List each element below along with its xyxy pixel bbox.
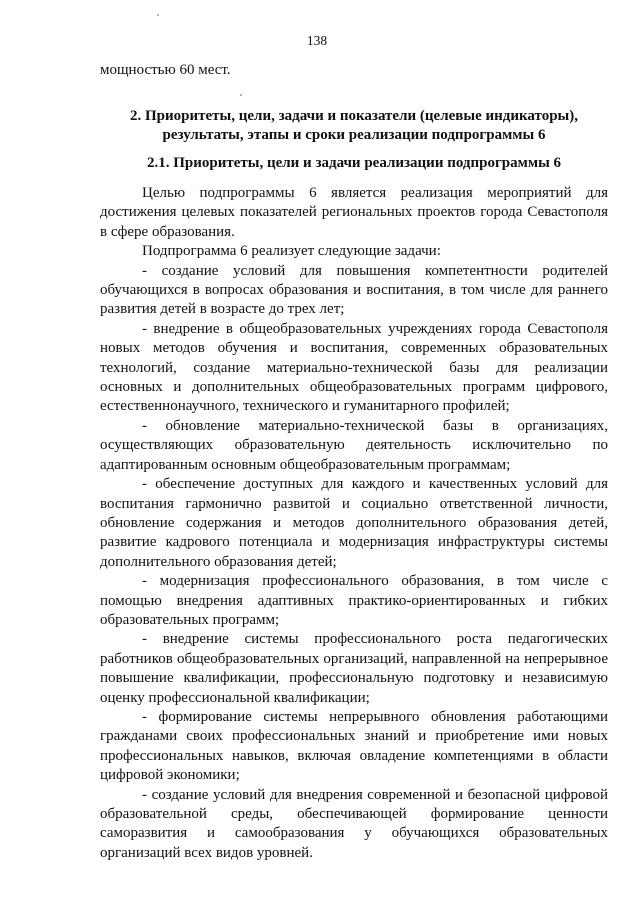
paragraph-goal: Целью подпрограммы 6 является реализация мероприятий для достижения целевых показателей региональных проектов города Севастополя в сфере образования. bbox=[100, 185, 608, 240]
task-item: - обновление материально-технической базы в организациях, осуществляющих образовательную деятельность исключительно по адаптированным основным общеобразовательным программам; bbox=[100, 417, 608, 473]
task-item: - внедрение системы профессионального роста педагогических работников общеобразовательных организаций, направленной на непрерывное повышение квалификации, профессиональную подготовку и независимую оценку профессиональной квалификации; bbox=[100, 631, 608, 706]
subsection-heading: 2.1. Приоритеты, цели и задачи реализации подпрограммы 6 bbox=[146, 155, 562, 171]
task-item: - создание условий для внедрения современной и безопасной цифровой образовательной среды, обеспечивающей формирование ценности саморазвития и самообразования у обучающихся образовательных организаций всех видов уровней. bbox=[100, 786, 608, 861]
continuation-line: мощностью 60 мест. bbox=[100, 62, 231, 78]
section-heading: 2. Приоритеты, цели, задачи и показатели (целевые индикаторы), результаты, этапы и сроки реализации подпрограммы 6 bbox=[130, 108, 578, 144]
task-item: - формирование системы непрерывного обновления работающими гражданами своих профессиональных знаний и приобретение ими новых профессиональных навыков, включая овладение компетенциями в области цифровой экономики; bbox=[100, 708, 608, 784]
paragraph-tasks-intro: Подпрограмма 6 реализует следующие задачи: bbox=[142, 243, 441, 260]
task-item: - обеспечение доступных для каждого и качественных условий для воспитания гармонично развитой и социально ответственной личности, обновление содержания и методов дополнительного образования детей, развитие кадрового потенциала и модернизация инфраструктуры системы дополнительного образования детей; bbox=[100, 476, 608, 570]
body-text bbox=[100, 184, 608, 863]
task-item: - создание условий для повышения компетентности родителей обучающихся в вопросах образования и воспитания, в том числе для раннего развития детей в возрасте до трех лет; bbox=[100, 262, 608, 318]
page-number: 138 bbox=[306, 33, 328, 48]
task-item: - внедрение в общеобразовательных учреждениях города Севастополя новых методов обучения и воспитания, современных образовательных технологий, создание материально-технической базы для реализации основных и дополнительных общеобразовательных программ цифрового, естественнонаучного, технического и гуманитарного профилей; bbox=[100, 320, 608, 415]
task-item: - модернизация профессионального образования, в том числе с помощью внедрения адаптивных практико-ориентированных и гибких образовательных программ; bbox=[100, 573, 608, 628]
scan-speck bbox=[157, 14, 159, 16]
scan-speck bbox=[240, 94, 242, 96]
